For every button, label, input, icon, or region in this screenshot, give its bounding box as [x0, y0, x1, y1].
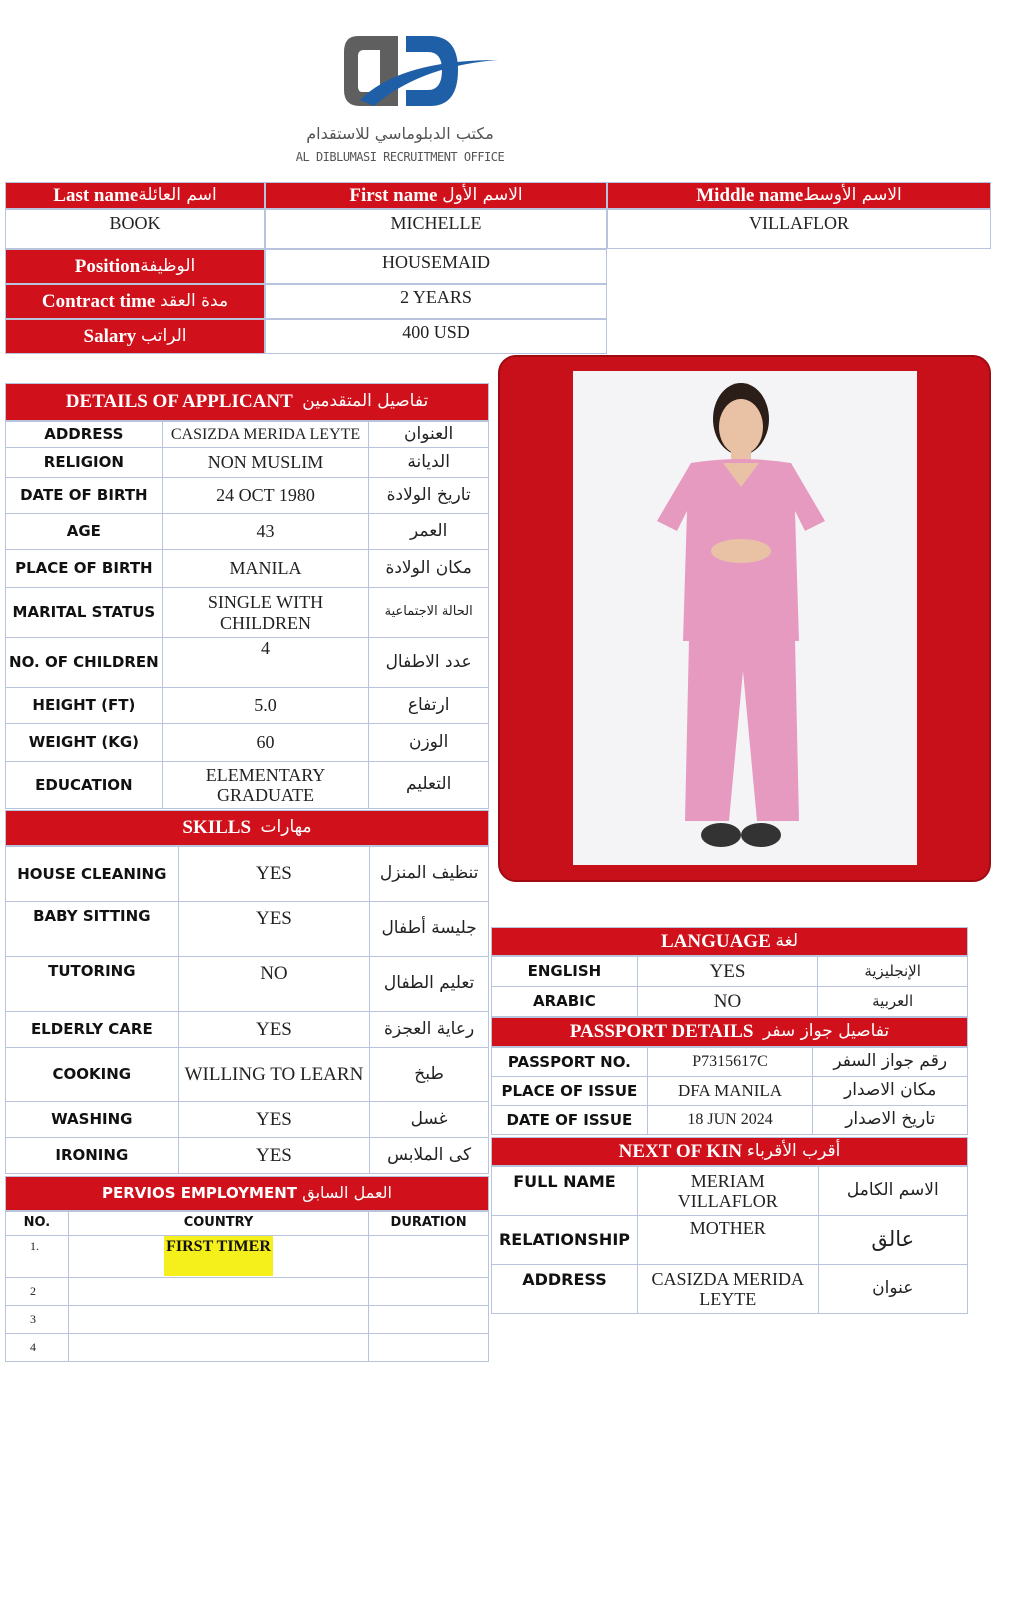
table-row [492, 957, 968, 987]
table-row [6, 1012, 489, 1048]
duration-value [369, 1278, 489, 1306]
detail-arabic: الحالة الاجتماعية [369, 588, 489, 638]
details-header: DETAILS OF APPLICANT تفاصيل المتقدمين [5, 383, 489, 421]
row-number: 1. [6, 1236, 69, 1278]
detail-arabic: عدد الاطفال [369, 638, 489, 688]
detail-arabic: العنوان [369, 422, 489, 448]
passport-label: PLACE OF ISSUE [492, 1077, 648, 1106]
skill-value: WILLING TO LEARN [178, 1048, 370, 1102]
passport-value: 18 JUN 2024 [647, 1106, 813, 1135]
passport-value: P7315617C [647, 1048, 813, 1077]
skill-label: ELDERLY CARE [6, 1012, 179, 1048]
detail-label: HEIGHT (FT) [6, 688, 163, 724]
table-row [492, 1077, 968, 1106]
detail-value: MANILA [162, 550, 369, 588]
col-no-header: NO. [6, 1212, 69, 1236]
table-row [6, 724, 489, 762]
kin-value: MERIAM VILLAFLOR [637, 1167, 818, 1216]
table-row [6, 762, 489, 809]
logo-mark-icon [340, 30, 500, 115]
last-name-value: BOOK [5, 209, 265, 249]
skill-arabic: تعليم الطفال [370, 957, 489, 1012]
language-value: YES [637, 957, 818, 987]
table-row [492, 1048, 968, 1077]
table-row [6, 902, 489, 957]
detail-label: MARITAL STATUS [6, 588, 163, 638]
passport-value: DFA MANILA [647, 1077, 813, 1106]
detail-label: AGE [6, 514, 163, 550]
first-timer-highlight: FIRST TIMER [164, 1236, 273, 1276]
detail-arabic: العمر [369, 514, 489, 550]
detail-value: NON MUSLIM [162, 448, 369, 478]
language-header: LANGUAGE لغة [491, 927, 968, 956]
office-name-arabic: مكتب الدبلوماسي للاستقدام [306, 124, 494, 143]
row-number: 4 [6, 1334, 69, 1362]
detail-value: 43 [162, 514, 369, 550]
table-row [6, 638, 489, 688]
passport-arabic: مكان الاصدار [813, 1077, 968, 1106]
detail-label: DATE OF BIRTH [6, 478, 163, 514]
table-row [492, 987, 968, 1017]
kin-value: MOTHER [637, 1216, 818, 1265]
detail-value: ELEMENTARY GRADUATE [162, 762, 369, 809]
language-label: ARABIC [492, 987, 638, 1017]
row-number: 2 [6, 1278, 69, 1306]
detail-value: 4 [162, 638, 369, 688]
col-country-header: COUNTRY [68, 1212, 368, 1236]
passport-table [491, 1047, 968, 1135]
row-number: 3 [6, 1306, 69, 1334]
table-row [6, 1048, 489, 1102]
table-row [6, 550, 489, 588]
skill-label: COOKING [6, 1048, 179, 1102]
logo [340, 30, 500, 115]
table-row [6, 1278, 489, 1306]
table-row [6, 957, 489, 1012]
table-row [6, 1236, 489, 1278]
language-arabic: الإنجليزية [818, 957, 968, 987]
employment-table [5, 1211, 489, 1362]
detail-label: RELIGION [6, 448, 163, 478]
salary-label: Salary الراتب [5, 319, 265, 354]
kin-table [491, 1166, 968, 1314]
detail-arabic: التعليم [369, 762, 489, 809]
detail-arabic: تاريخ الولادة [369, 478, 489, 514]
kin-header: NEXT OF KIN أقرب الأقرباء [491, 1137, 968, 1166]
kin-arabic: عنوان [818, 1265, 967, 1314]
detail-arabic: الديانة [369, 448, 489, 478]
detail-value: SINGLE WITH CHILDREN [162, 588, 369, 638]
skill-arabic: كى الملابس [370, 1138, 489, 1174]
contract-label: Contract time مدة العقد [5, 284, 265, 319]
table-row [6, 1306, 489, 1334]
skill-label: BABY SITTING [6, 902, 179, 957]
employment-header: PERVIOS EMPLOYMENT العمل السابق [5, 1176, 489, 1211]
detail-label: PLACE OF BIRTH [6, 550, 163, 588]
language-table [491, 956, 968, 1017]
position-value: HOUSEMAID [265, 249, 607, 284]
detail-value: 24 OCT 1980 [162, 478, 369, 514]
detail-label: WEIGHT (KG) [6, 724, 163, 762]
passport-arabic: رقم جواز السفر [813, 1048, 968, 1077]
detail-label: NO. OF CHILDREN [6, 638, 163, 688]
first-name-value: MICHELLE [265, 209, 607, 249]
kin-arabic: عالق [818, 1216, 967, 1265]
table-row [6, 478, 489, 514]
kin-label: FULL NAME [492, 1167, 638, 1216]
skill-label: HOUSE CLEANING [6, 847, 179, 902]
skill-value: YES [178, 1012, 370, 1048]
applicant-figure-icon [573, 371, 917, 865]
country-value [68, 1334, 368, 1362]
photo-frame [498, 355, 991, 882]
skill-arabic: طبخ [370, 1048, 489, 1102]
kin-label: ADDRESS [492, 1265, 638, 1314]
skill-label: IRONING [6, 1138, 179, 1174]
skills-header: SKILLS مهارات [5, 810, 489, 846]
table-row [6, 1334, 489, 1362]
salary-value: 400 USD [265, 319, 607, 354]
details-table [5, 421, 489, 809]
table-row [6, 422, 489, 448]
table-row [6, 1102, 489, 1138]
applicant-photo [573, 371, 917, 865]
skill-value: YES [178, 1102, 370, 1138]
kin-value: CASIZDA MERIDA LEYTE [637, 1265, 818, 1314]
kin-arabic: الاسم الكامل [818, 1167, 967, 1216]
language-value: NO [637, 987, 818, 1017]
detail-value: CASIZDA MERIDA LEYTE [162, 422, 369, 448]
passport-label: DATE OF ISSUE [492, 1106, 648, 1135]
language-arabic: العربية [818, 987, 968, 1017]
table-row [492, 1106, 968, 1135]
last-name-header: Last name اسم العائلة [5, 182, 265, 209]
col-duration-header: DURATION [369, 1212, 489, 1236]
country-value [68, 1278, 368, 1306]
kin-label: RELATIONSHIP [492, 1216, 638, 1265]
table-row [492, 1167, 968, 1216]
first-name-header: First name الاسم الأول [265, 182, 607, 209]
table-header-row [6, 1212, 489, 1236]
office-name-english: AL DIBLUMASI RECRUITMENT OFFICE [295, 150, 505, 164]
skill-arabic: تنظيف المنزل [370, 847, 489, 902]
duration-value [369, 1236, 489, 1278]
middle-name-value: VILLAFLOR [607, 209, 991, 249]
detail-arabic: مكان الولادة [369, 550, 489, 588]
detail-label: ADDRESS [6, 422, 163, 448]
detail-arabic: الوزن [369, 724, 489, 762]
table-row [6, 1138, 489, 1174]
passport-header: PASSPORT DETAILS تفاصيل جواز سفر [491, 1017, 968, 1047]
table-row [492, 1216, 968, 1265]
skill-label: TUTORING [6, 957, 179, 1012]
contract-value: 2 YEARS [265, 284, 607, 319]
skill-label: WASHING [6, 1102, 179, 1138]
detail-value: 60 [162, 724, 369, 762]
skill-arabic: رعاية العجزة [370, 1012, 489, 1048]
middle-name-header: Middle name الاسم الأوسط [607, 182, 991, 209]
table-row [492, 1265, 968, 1314]
table-row [6, 588, 489, 638]
duration-value [369, 1306, 489, 1334]
country-value [68, 1306, 368, 1334]
table-row [6, 688, 489, 724]
skills-table [5, 846, 489, 1174]
duration-value [369, 1334, 489, 1362]
position-label: Position الوظيفة [5, 249, 265, 284]
skill-value: YES [178, 902, 370, 957]
skill-value: YES [178, 847, 370, 902]
passport-label: PASSPORT NO. [492, 1048, 648, 1077]
skill-value: YES [178, 1138, 370, 1174]
detail-label: EDUCATION [6, 762, 163, 809]
skill-arabic: غسل [370, 1102, 489, 1138]
skill-arabic: جليسة أطفال [370, 902, 489, 957]
detail-value: 5.0 [162, 688, 369, 724]
language-label: ENGLISH [492, 957, 638, 987]
table-row [6, 514, 489, 550]
skill-value: NO [178, 957, 370, 1012]
detail-arabic: ارتفاع [369, 688, 489, 724]
passport-arabic: تاريخ الاصدار [813, 1106, 968, 1135]
table-row [6, 847, 489, 902]
table-row [6, 448, 489, 478]
